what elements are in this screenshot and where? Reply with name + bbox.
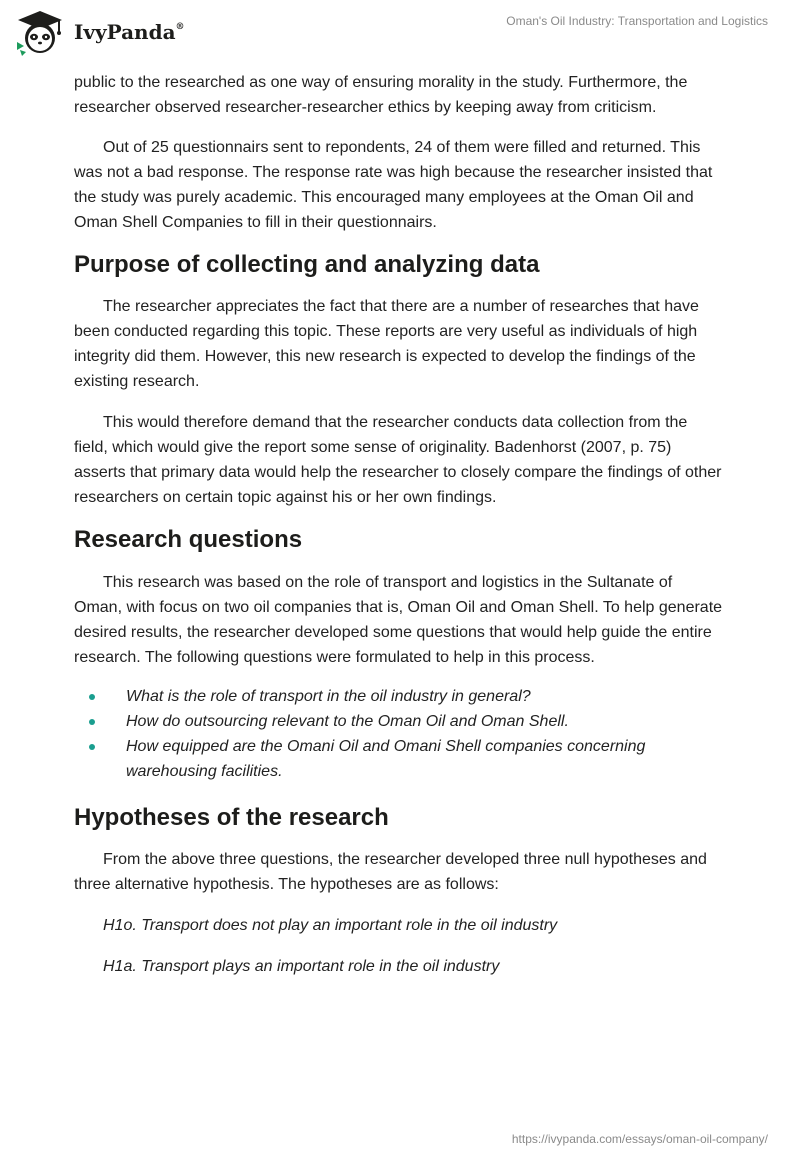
heading-purpose: Purpose of collecting and analyzing data xyxy=(74,251,540,278)
brand-registered-mark: ® xyxy=(175,22,185,33)
heading-research-questions: Research questions xyxy=(74,526,303,553)
hypothesis-null: H1o. Transport does not play an important role in the oil industry xyxy=(103,917,558,934)
question-text: What is the role of transport in the oil industry in general? xyxy=(126,688,531,705)
essay-content xyxy=(74,70,724,979)
brand-name[interactable] xyxy=(74,20,185,44)
page-header xyxy=(0,0,800,70)
list-item xyxy=(74,709,724,734)
heading-hypotheses: Hypotheses of the research xyxy=(74,804,389,831)
paragraph-purpose-2: This would therefore demand that the researcher conducts data collection from the field, which would give the report some sense of originality. Badenhorst (2007, p. 75) asserts that primary data would help the researcher to closely compare the findings of other researchers on certain topic against his or her own findings. xyxy=(74,414,722,506)
running-title: Oman's Oil Industry: Transportation and Logistics xyxy=(506,14,768,28)
ivypanda-logo-icon[interactable] xyxy=(14,8,66,58)
hypothesis-alternative: H1a. Transport plays an important role in the oil industry xyxy=(103,958,500,975)
question-text: How do outsourcing relevant to the Oman Oil and Oman Shell. xyxy=(126,713,569,730)
paragraph-research-questions: This research was based on the role of transport and logistics in the Sultanate of Oman, with focus on two oil companies that is, Oman Oil and Oman Shell. To help generate desired results, the researcher developed some questions that would help guide the entire research. The following questions were formulated to help in this process. xyxy=(74,574,723,666)
bullet-icon xyxy=(89,744,95,750)
bullet-icon xyxy=(89,719,95,725)
research-questions-list xyxy=(74,684,724,784)
source-url[interactable]: https://ivypanda.com/essays/oman-oil-company/ xyxy=(511,1132,768,1146)
paragraph-intro: public to the researched as one way of ensuring morality in the study. Furthermore, the researcher observed researcher-researcher ethics by keeping away from criticism. xyxy=(74,74,688,116)
question-text: How equipped are the Omani Oil and Omani Shell companies concerning warehousing facilities. xyxy=(126,738,646,780)
paragraph-response-rate: Out of 25 questionnairs sent to repondents, 24 of them were filled and returned. This was not a bad response. The response rate was high because the researcher insisted that the study was purely academic. This encouraged many employees at the Oman Oil and Oman Shell Companies to fill in their questionnairs. xyxy=(74,139,713,231)
bullet-icon xyxy=(89,694,95,700)
paragraph-hypotheses: From the above three questions, the researcher developed three null hypotheses and three alternative hypothesis. The hypotheses are as follows: xyxy=(74,851,707,893)
list-item xyxy=(74,734,724,784)
list-item xyxy=(74,684,724,709)
paragraph-purpose-1: The researcher appreciates the fact that there are a number of researches that have been conducted regarding this topic. These reports are very useful as individuals of high integrity did them. However, this new research is expected to develop the findings of the existing research. xyxy=(74,298,699,390)
brand-text: IvyPanda xyxy=(74,20,176,44)
